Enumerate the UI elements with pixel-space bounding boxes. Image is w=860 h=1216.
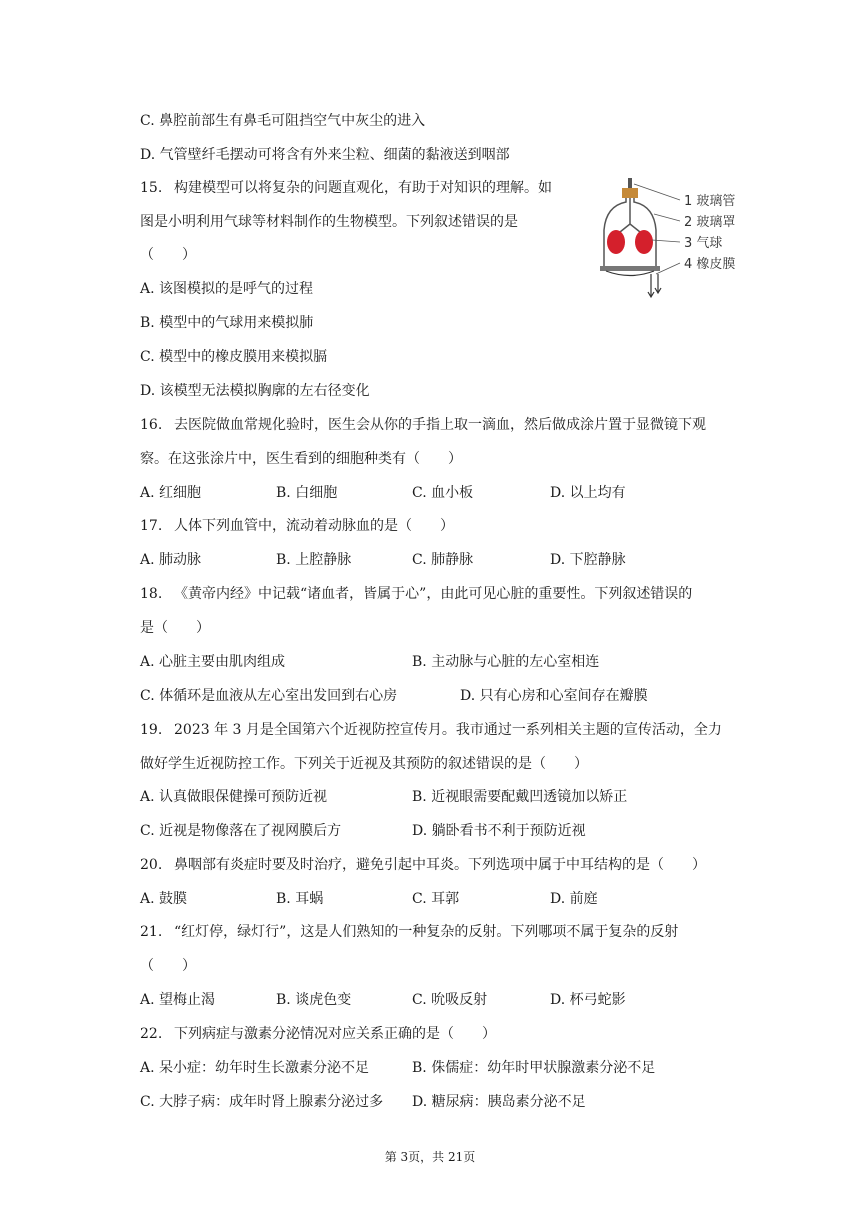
q20-option-a: A. 鼓膜 bbox=[140, 891, 188, 907]
q21-answer-bracket: （ ） bbox=[140, 958, 196, 974]
figure-label-1: 1 玻璃管 bbox=[684, 194, 736, 209]
figure-label-4: 4 橡皮膜 bbox=[684, 257, 736, 272]
q22-options-row1 bbox=[140, 1058, 760, 1078]
q17-option-b: B. 上腔静脉 bbox=[276, 552, 352, 568]
right-balloon-icon bbox=[635, 230, 653, 254]
q17-option-a: A. 肺动脉 bbox=[140, 552, 202, 568]
q18-options-row1 bbox=[140, 652, 760, 672]
q21-text: “红灯停，绿灯行”，这是人们熟知的一种复杂的反射。下列哪项不属于复杂的反射 bbox=[174, 924, 679, 940]
q18-stem-line2: 是（ ） bbox=[140, 620, 210, 636]
q19-stem-line2: 做好学生近视防控工作。下列关于近视及其预防的叙述错误的是（ ） bbox=[140, 756, 588, 772]
q15-number: 15. bbox=[140, 180, 163, 196]
q22-stem bbox=[140, 1024, 496, 1044]
q16-number: 16. bbox=[140, 417, 163, 433]
q15-option-b: B. 模型中的气球用来模拟肺 bbox=[140, 315, 314, 331]
q19-number: 19. bbox=[140, 722, 163, 738]
q16-option-a: A. 红细胞 bbox=[140, 485, 202, 501]
q20-number: 20. bbox=[140, 857, 163, 873]
figure-label-3: 3 气球 bbox=[684, 236, 723, 251]
q17-options bbox=[140, 550, 760, 570]
q22-number: 22. bbox=[140, 1026, 163, 1042]
q19-option-a: A. 认真做眼保健操可预防近视 bbox=[140, 789, 328, 805]
q19-stem-line1 bbox=[140, 720, 722, 740]
q19-options-row2 bbox=[140, 821, 760, 841]
page-footer: 第 3页，共 21页 bbox=[384, 1150, 476, 1164]
q15-option-a: A. 该图模拟的是呼气的过程 bbox=[140, 281, 314, 297]
q17-text: 人体下列血管中，流动着动脉血的是（ ） bbox=[174, 518, 454, 534]
q18-option-c: C. 体循环是血液从左心室出发回到右心房 bbox=[140, 688, 398, 704]
q18-option-b: B. 主动脉与心脏的左心室相连 bbox=[412, 654, 600, 670]
q16-option-d: D. 以上均有 bbox=[550, 485, 626, 501]
rubber-membrane-icon bbox=[606, 271, 654, 276]
q16-option-b: B. 白细胞 bbox=[276, 485, 338, 501]
q21-option-d: D. 杯弓蛇影 bbox=[550, 992, 626, 1008]
down-arrow-icon bbox=[648, 274, 654, 297]
q22-option-d: D. 糖尿病：胰岛素分泌不足 bbox=[412, 1094, 586, 1110]
left-balloon-icon bbox=[607, 230, 625, 254]
q18-number: 18. bbox=[140, 586, 163, 602]
q15-option-d: D. 该模型无法模拟胸廓的左右径变化 bbox=[140, 383, 370, 399]
q22-option-c: C. 大脖子病：成年时肾上腺素分泌过多 bbox=[140, 1094, 384, 1110]
q18-text: 《黄帝内经》中记载“诸血者，皆属于心”，由此可见心脏的重要性。下列叙述错误的 bbox=[174, 586, 693, 602]
q15-answer-bracket: （ ） bbox=[140, 247, 196, 263]
q22-option-a: A. 呆小症：幼年时生长激素分泌不足 bbox=[140, 1060, 370, 1076]
q18-option-a: A. 心脏主要由肌肉组成 bbox=[140, 654, 286, 670]
q19-text: 2023 年 3 月是全国第六个近视防控宣传月。我市通过一系列相关主题的宣传活动，全力 bbox=[174, 722, 722, 738]
q16-text: 去医院做血常规化验时，医生会从你的手指上取一滴血，然后做成涂片置于显微镜下观 bbox=[174, 417, 706, 433]
q20-option-d: D. 前庭 bbox=[550, 891, 598, 907]
q17-option-d: D. 下腔静脉 bbox=[550, 552, 626, 568]
q19-option-d: D. 躺卧看书不利于预防近视 bbox=[412, 823, 586, 839]
q16-option-c: C. 血小板 bbox=[412, 485, 474, 501]
q15-stem-line2: 图是小明利用气球等材料制作的生物模型。下列叙述错误的是 bbox=[140, 214, 518, 230]
q21-number: 21. bbox=[140, 924, 163, 940]
lung-model-figure bbox=[596, 174, 758, 302]
q18-stem-line1 bbox=[140, 584, 692, 604]
q19-option-c: C. 近视是物像落在了视网膜后方 bbox=[140, 823, 342, 839]
q21-stem-line1 bbox=[140, 922, 678, 942]
q16-stem-line2: 察。在这张涂片中，医生看到的细胞种类有（ ） bbox=[140, 451, 462, 467]
q14-option-c: C. 鼻腔前部生有鼻毛可阻挡空气中灰尘的进入 bbox=[140, 113, 426, 129]
q20-text: 鼻咽部有炎症时要及时治疗，避免引起中耳炎。下列选项中属于中耳结构的是（ ） bbox=[174, 857, 706, 873]
q17-option-c: C. 肺静脉 bbox=[412, 552, 474, 568]
q21-option-b: B. 谈虎色变 bbox=[276, 992, 352, 1008]
figure-label-2: 2 玻璃罩 bbox=[684, 215, 736, 230]
q17-number: 17. bbox=[140, 518, 163, 534]
q15-text: 构建模型可以将复杂的问题直观化，有助于对知识的理解。如 bbox=[174, 180, 552, 196]
q14-option-d: D. 气管壁纤毛摆动可将含有外来尘粒、细菌的黏液送到咽部 bbox=[140, 147, 510, 163]
q20-options bbox=[140, 889, 760, 909]
q15-option-c: C. 模型中的橡皮膜用来模拟膈 bbox=[140, 349, 328, 365]
q16-options bbox=[140, 483, 760, 503]
q21-option-a: A. 望梅止渴 bbox=[140, 992, 216, 1008]
q18-options-row2 bbox=[140, 686, 760, 706]
q22-options-row2 bbox=[140, 1092, 760, 1112]
q19-option-b: B. 近视眼需要配戴凹透镜加以矫正 bbox=[412, 789, 628, 805]
q22-text: 下列病症与激素分泌情况对应关系正确的是（ ） bbox=[174, 1026, 496, 1042]
q20-option-b: B. 耳蜗 bbox=[276, 891, 324, 907]
q22-option-b: B. 侏儒症：幼年时甲状腺激素分泌不足 bbox=[412, 1060, 656, 1076]
q21-options bbox=[140, 990, 760, 1010]
q18-option-d: D. 只有心房和心室间存在瓣膜 bbox=[460, 688, 648, 704]
q17-stem bbox=[140, 516, 454, 536]
q20-option-c: C. 耳郭 bbox=[412, 891, 460, 907]
cork-icon bbox=[622, 188, 638, 198]
jar-base bbox=[600, 266, 660, 271]
q15-stem-line1 bbox=[140, 178, 552, 198]
q21-option-c: C. 吮吸反射 bbox=[412, 992, 488, 1008]
q20-stem bbox=[140, 855, 706, 875]
q16-stem-line1 bbox=[140, 415, 706, 435]
q19-options-row1 bbox=[140, 787, 760, 807]
